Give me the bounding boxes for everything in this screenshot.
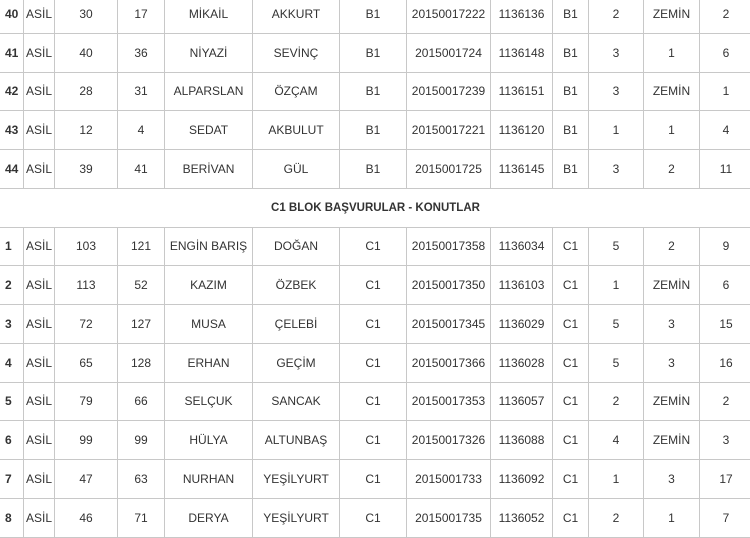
table-row bbox=[0, 266, 750, 305]
status-cell: ASİL bbox=[24, 72, 55, 111]
order-cell: 72 bbox=[55, 305, 118, 344]
block-cell: C1 bbox=[340, 227, 407, 266]
queue-cell: 36 bbox=[118, 33, 165, 72]
row-number: 2 bbox=[0, 266, 24, 305]
block-cell: B1 bbox=[340, 150, 407, 189]
apartment-number-cell: 6 bbox=[700, 266, 750, 305]
queue-cell: 127 bbox=[118, 305, 165, 344]
last-name-cell: AKKURT bbox=[253, 0, 340, 33]
apartment-number-cell: 11 bbox=[700, 150, 750, 189]
last-name-cell: GEÇİM bbox=[253, 343, 340, 382]
row-number: 4 bbox=[0, 343, 24, 382]
room-count-cell: 2 bbox=[589, 498, 644, 537]
section-header-row bbox=[0, 188, 750, 227]
order-cell: 65 bbox=[55, 343, 118, 382]
status-cell: ASİL bbox=[24, 382, 55, 421]
status-cell: ASİL bbox=[24, 421, 55, 460]
queue-cell: 63 bbox=[118, 460, 165, 499]
reference-number-cell: 1136057 bbox=[491, 382, 553, 421]
assigned-block-cell: B1 bbox=[553, 0, 589, 33]
room-count-cell: 3 bbox=[589, 72, 644, 111]
table-row bbox=[0, 227, 750, 266]
row-number: 1 bbox=[0, 227, 24, 266]
table-row bbox=[0, 343, 750, 382]
room-count-cell: 3 bbox=[589, 33, 644, 72]
floor-cell: ZEMİN bbox=[644, 382, 700, 421]
floor-cell: ZEMİN bbox=[644, 0, 700, 33]
last-name-cell: ÇELEBİ bbox=[253, 305, 340, 344]
table-row bbox=[0, 421, 750, 460]
last-name-cell: SANCAK bbox=[253, 382, 340, 421]
table-row bbox=[0, 111, 750, 150]
reference-number-cell: 1136145 bbox=[491, 150, 553, 189]
reference-number-cell: 1136151 bbox=[491, 72, 553, 111]
last-name-cell: YEŞİLYURT bbox=[253, 460, 340, 499]
first-name-cell: HÜLYA bbox=[165, 421, 253, 460]
application-number-cell: 2015001733 bbox=[407, 460, 491, 499]
application-number-cell: 2015001725 bbox=[407, 150, 491, 189]
block-cell: C1 bbox=[340, 421, 407, 460]
room-count-cell: 5 bbox=[589, 227, 644, 266]
table-row bbox=[0, 33, 750, 72]
first-name-cell: NURHAN bbox=[165, 460, 253, 499]
apartment-number-cell: 6 bbox=[700, 33, 750, 72]
first-name-cell: ERHAN bbox=[165, 343, 253, 382]
status-cell: ASİL bbox=[24, 460, 55, 499]
status-cell: ASİL bbox=[24, 33, 55, 72]
room-count-cell: 2 bbox=[589, 382, 644, 421]
row-number: 41 bbox=[0, 33, 24, 72]
reference-number-cell: 1136120 bbox=[491, 111, 553, 150]
first-name-cell: NİYAZİ bbox=[165, 33, 253, 72]
application-number-cell: 2015001735 bbox=[407, 498, 491, 537]
status-cell: ASİL bbox=[24, 343, 55, 382]
queue-cell: 66 bbox=[118, 382, 165, 421]
order-cell: 47 bbox=[55, 460, 118, 499]
status-cell: ASİL bbox=[24, 305, 55, 344]
apartment-number-cell: 15 bbox=[700, 305, 750, 344]
floor-cell: 2 bbox=[644, 150, 700, 189]
row-number: 44 bbox=[0, 150, 24, 189]
last-name-cell: DOĞAN bbox=[253, 227, 340, 266]
apartment-number-cell: 2 bbox=[700, 382, 750, 421]
application-number-cell: 20150017221 bbox=[407, 111, 491, 150]
application-number-cell: 20150017239 bbox=[407, 72, 491, 111]
order-cell: 40 bbox=[55, 33, 118, 72]
block-cell: B1 bbox=[340, 111, 407, 150]
floor-cell: 1 bbox=[644, 111, 700, 150]
last-name-cell: ÖZBEK bbox=[253, 266, 340, 305]
block-cell: C1 bbox=[340, 343, 407, 382]
status-cell: ASİL bbox=[24, 498, 55, 537]
row-number: 42 bbox=[0, 72, 24, 111]
reference-number-cell: 1136092 bbox=[491, 460, 553, 499]
first-name-cell: KAZIM bbox=[165, 266, 253, 305]
assigned-block-cell: C1 bbox=[553, 460, 589, 499]
status-cell: ASİL bbox=[24, 150, 55, 189]
apartment-number-cell: 7 bbox=[700, 498, 750, 537]
apartment-number-cell: 16 bbox=[700, 343, 750, 382]
order-cell: 113 bbox=[55, 266, 118, 305]
room-count-cell: 2 bbox=[589, 0, 644, 33]
order-cell: 79 bbox=[55, 382, 118, 421]
queue-cell: 121 bbox=[118, 227, 165, 266]
last-name-cell: ÖZÇAM bbox=[253, 72, 340, 111]
reference-number-cell: 1136052 bbox=[491, 498, 553, 537]
apartment-number-cell: 2 bbox=[700, 0, 750, 33]
application-number-cell: 20150017350 bbox=[407, 266, 491, 305]
assigned-block-cell: B1 bbox=[553, 150, 589, 189]
assigned-block-cell: C1 bbox=[553, 305, 589, 344]
table-row bbox=[0, 498, 750, 537]
block-cell: B1 bbox=[340, 72, 407, 111]
table-row bbox=[0, 382, 750, 421]
floor-cell: 2 bbox=[644, 227, 700, 266]
room-count-cell: 5 bbox=[589, 305, 644, 344]
block-cell: C1 bbox=[340, 498, 407, 537]
room-count-cell: 1 bbox=[589, 266, 644, 305]
last-name-cell: SEVİNÇ bbox=[253, 33, 340, 72]
queue-cell: 41 bbox=[118, 150, 165, 189]
status-cell: ASİL bbox=[24, 266, 55, 305]
row-number: 3 bbox=[0, 305, 24, 344]
last-name-cell: YEŞİLYURT bbox=[253, 498, 340, 537]
block-cell: B1 bbox=[340, 0, 407, 33]
status-cell: ASİL bbox=[24, 0, 55, 33]
reference-number-cell: 1136148 bbox=[491, 33, 553, 72]
order-cell: 99 bbox=[55, 421, 118, 460]
floor-cell: 3 bbox=[644, 305, 700, 344]
table-row bbox=[0, 0, 750, 33]
first-name-cell: MİKAİL bbox=[165, 0, 253, 33]
first-name-cell: DERYA bbox=[165, 498, 253, 537]
first-name-cell: SELÇUK bbox=[165, 382, 253, 421]
reference-number-cell: 1136088 bbox=[491, 421, 553, 460]
row-number: 5 bbox=[0, 382, 24, 421]
block-cell: C1 bbox=[340, 305, 407, 344]
floor-cell: ZEMİN bbox=[644, 421, 700, 460]
room-count-cell: 3 bbox=[589, 150, 644, 189]
application-number-cell: 2015001724 bbox=[407, 33, 491, 72]
queue-cell: 17 bbox=[118, 0, 165, 33]
order-cell: 103 bbox=[55, 227, 118, 266]
block-cell: B1 bbox=[340, 33, 407, 72]
room-count-cell: 1 bbox=[589, 460, 644, 499]
assigned-block-cell: C1 bbox=[553, 382, 589, 421]
room-count-cell: 4 bbox=[589, 421, 644, 460]
application-number-cell: 20150017358 bbox=[407, 227, 491, 266]
queue-cell: 99 bbox=[118, 421, 165, 460]
order-cell: 30 bbox=[55, 0, 118, 33]
room-count-cell: 5 bbox=[589, 343, 644, 382]
application-number-cell: 20150017222 bbox=[407, 0, 491, 33]
row-number: 8 bbox=[0, 498, 24, 537]
first-name-cell: ALPARSLAN bbox=[165, 72, 253, 111]
row-number: 40 bbox=[0, 0, 24, 33]
apartment-number-cell: 9 bbox=[700, 227, 750, 266]
reference-number-cell: 1136028 bbox=[491, 343, 553, 382]
status-cell: ASİL bbox=[24, 111, 55, 150]
status-cell: ASİL bbox=[24, 227, 55, 266]
block-cell: C1 bbox=[340, 382, 407, 421]
reference-number-cell: 1136136 bbox=[491, 0, 553, 33]
order-cell: 12 bbox=[55, 111, 118, 150]
order-cell: 46 bbox=[55, 498, 118, 537]
queue-cell: 4 bbox=[118, 111, 165, 150]
application-number-cell: 20150017345 bbox=[407, 305, 491, 344]
assigned-block-cell: C1 bbox=[553, 266, 589, 305]
apartment-number-cell: 4 bbox=[700, 111, 750, 150]
assigned-block-cell: B1 bbox=[553, 33, 589, 72]
queue-cell: 52 bbox=[118, 266, 165, 305]
table-row bbox=[0, 460, 750, 499]
last-name-cell: AKBULUT bbox=[253, 111, 340, 150]
section-title: C1 BLOK BAŞVURULAR - KONUTLAR bbox=[0, 188, 750, 227]
last-name-cell: GÜL bbox=[253, 150, 340, 189]
row-number: 43 bbox=[0, 111, 24, 150]
floor-cell: 1 bbox=[644, 33, 700, 72]
order-cell: 39 bbox=[55, 150, 118, 189]
table-row bbox=[0, 305, 750, 344]
row-number: 6 bbox=[0, 421, 24, 460]
table-row bbox=[0, 72, 750, 111]
application-number-cell: 20150017326 bbox=[407, 421, 491, 460]
floor-cell: ZEMİN bbox=[644, 266, 700, 305]
apartment-number-cell: 17 bbox=[700, 460, 750, 499]
reference-number-cell: 1136029 bbox=[491, 305, 553, 344]
assigned-block-cell: B1 bbox=[553, 72, 589, 111]
reference-number-cell: 1136103 bbox=[491, 266, 553, 305]
table-row bbox=[0, 150, 750, 189]
assigned-block-cell: C1 bbox=[553, 421, 589, 460]
reference-number-cell: 1136034 bbox=[491, 227, 553, 266]
apartment-number-cell: 1 bbox=[700, 72, 750, 111]
first-name-cell: BERİVAN bbox=[165, 150, 253, 189]
floor-cell: 1 bbox=[644, 498, 700, 537]
assigned-block-cell: C1 bbox=[553, 498, 589, 537]
queue-cell: 31 bbox=[118, 72, 165, 111]
first-name-cell: MUSA bbox=[165, 305, 253, 344]
block-cell: C1 bbox=[340, 460, 407, 499]
floor-cell: ZEMİN bbox=[644, 72, 700, 111]
order-cell: 28 bbox=[55, 72, 118, 111]
queue-cell: 71 bbox=[118, 498, 165, 537]
row-number: 7 bbox=[0, 460, 24, 499]
queue-cell: 128 bbox=[118, 343, 165, 382]
first-name-cell: SEDAT bbox=[165, 111, 253, 150]
application-number-cell: 20150017353 bbox=[407, 382, 491, 421]
room-count-cell: 1 bbox=[589, 111, 644, 150]
floor-cell: 3 bbox=[644, 343, 700, 382]
block-cell: C1 bbox=[340, 266, 407, 305]
assigned-block-cell: B1 bbox=[553, 111, 589, 150]
last-name-cell: ALTUNBAŞ bbox=[253, 421, 340, 460]
floor-cell: 3 bbox=[644, 460, 700, 499]
assigned-block-cell: C1 bbox=[553, 343, 589, 382]
assigned-block-cell: C1 bbox=[553, 227, 589, 266]
first-name-cell: ENGİN BARIŞ bbox=[165, 227, 253, 266]
application-number-cell: 20150017366 bbox=[407, 343, 491, 382]
apartment-number-cell: 3 bbox=[700, 421, 750, 460]
